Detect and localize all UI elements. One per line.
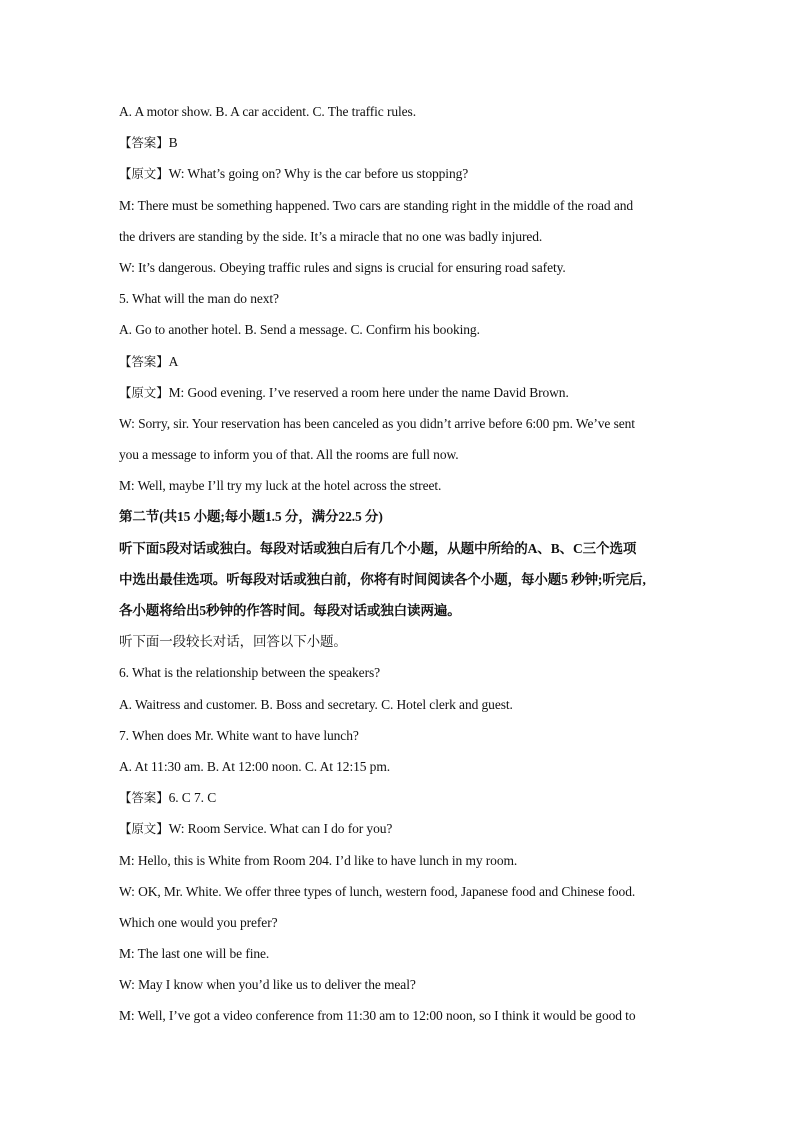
- dialogue-line: W: OK, Mr. White. We offer three types of lunch, western food, Japanese food and Chinese food.: [119, 883, 636, 899]
- transcript-line: [119, 382, 679, 413]
- dialogue-line: M: Hello, this is White from Room 204. I’d like to have lunch in my room.: [119, 852, 518, 868]
- answer-label: 【答案】: [119, 790, 169, 806]
- transcript-text: M: Good evening. I’ve reserved a room here under the name David Brown.: [168, 384, 569, 400]
- answer-line: [119, 351, 679, 382]
- options-line: A. At 11:30 am. B. At 12:00 noon. C. At 12:15 pm.: [119, 758, 390, 774]
- instruction-line: 各小题将给出5秒钟的作答时间。每段对话或独白读两遍。: [119, 603, 461, 618]
- options-line: A. A motor show. B. A car accident. C. The traffic rules.: [119, 104, 416, 119]
- transcript-label: 【原文】: [119, 384, 169, 400]
- answer-label: 【答案】: [119, 135, 169, 151]
- answer-value: A: [168, 353, 179, 369]
- dialogue-line: you a message to inform you of that. All the rooms are full now.: [119, 447, 459, 463]
- transcript-line: [119, 818, 679, 849]
- listening-prompt: 听下面一段较长对话，回答以下小题。: [119, 634, 347, 650]
- options-line: A. Waitress and customer. B. Boss and secretary. C. Hotel clerk and guest.: [119, 696, 513, 712]
- transcript-text: W: What’s going on? Why is the car before us stopping?: [168, 166, 469, 182]
- question-line: 5. What will the man do next?: [119, 291, 279, 307]
- dialogue-line: W: It’s dangerous. Obeying traffic rules and signs is crucial for ensuring road safety.: [119, 259, 566, 275]
- dialogue-line: Which one would you prefer?: [119, 914, 278, 930]
- dialogue-line: W: May I know when you’d like us to deliver the meal?: [119, 977, 416, 993]
- transcript-text: W: Room Service. What can I do for you?: [168, 821, 393, 837]
- instruction-line: 听下面5段对话或独白。每段对话或独白后有几个小题，从题中所给的A、B、C三个选项: [119, 540, 637, 556]
- question-line: 7. When does Mr. White want to have lunch?: [119, 727, 359, 743]
- options-line: A. Go to another hotel. B. Send a message. C. Confirm his booking.: [119, 322, 480, 338]
- dialogue-line: M: The last one will be fine.: [119, 946, 270, 962]
- answer-line: [119, 787, 679, 818]
- transcript-line: [119, 163, 679, 194]
- transcript-label: 【原文】: [119, 821, 169, 837]
- document-body: [119, 101, 679, 1037]
- answer-value: B: [168, 135, 178, 151]
- dialogue-line: M: Well, maybe I’ll try my luck at the hotel across the street.: [119, 478, 442, 494]
- instruction-line: 中选出最佳选项。听每段对话或独白前，你将有时间阅读各个小题，每小题5 秒钟;听完后,: [119, 571, 646, 587]
- answer-label: 【答案】: [119, 353, 169, 369]
- dialogue-line: M: Well, I’ve got a video conference from 11:30 am to 12:00 noon, so I think it would be good to: [119, 1008, 636, 1024]
- dialogue-line: W: Sorry, sir. Your reservation has been canceled as you didn’t arrive before 6:00 pm. We’ve sent: [119, 415, 635, 431]
- transcript-label: 【原文】: [119, 166, 169, 182]
- section-heading: 第二节(共15 小题;每小题1.5 分，满分22.5 分): [119, 509, 383, 525]
- dialogue-line: the drivers are standing by the side. It’s a miracle that no one was badly injured.: [119, 228, 543, 244]
- question-line: 6. What is the relationship between the speakers?: [119, 665, 381, 681]
- answer-line: [119, 132, 679, 163]
- answer-value: 6. C 7. C: [168, 790, 217, 806]
- dialogue-line: M: There must be something happened. Two cars are standing right in the middle of the road and: [119, 197, 634, 213]
